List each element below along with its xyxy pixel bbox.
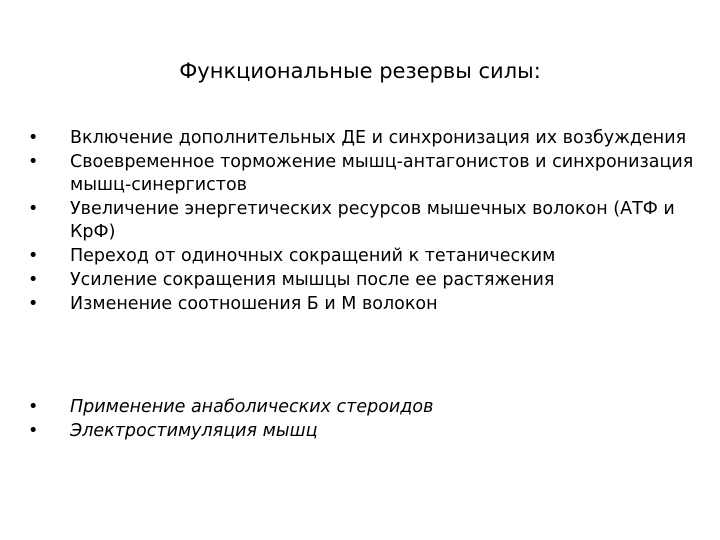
list-item-text: Переход от одиночных сокращений к тетаническим xyxy=(70,246,556,266)
list-item-text: Своевременное торможение мышц-антагонистов и синхронизация мышц-синергистов xyxy=(70,152,694,195)
list-item-text: Усиление сокращения мышцы после ее растяжения xyxy=(70,270,555,290)
list-item xyxy=(28,127,698,150)
bullet-icon: • xyxy=(28,128,39,148)
list-item-text: Включение дополнительных ДЕ и синхронизация их возбуждения xyxy=(70,128,687,148)
list-item xyxy=(28,420,698,443)
list-item-text: Применение анаболических стероидов xyxy=(70,397,434,417)
extra-bullet-list xyxy=(28,396,698,444)
bullet-icon: • xyxy=(28,421,39,441)
slide-title: Функциональные резервы силы: xyxy=(179,59,541,83)
list-item-text: Увеличение энергетических ресурсов мышечных волокон (АТФ и КрФ) xyxy=(70,199,675,242)
main-bullet-list xyxy=(28,127,698,317)
list-item xyxy=(28,198,698,244)
bullet-icon: • xyxy=(28,152,39,172)
list-item xyxy=(28,151,698,197)
list-item-text: Изменение соотношения Б и М волокон xyxy=(70,294,438,314)
bullet-icon: • xyxy=(28,270,39,290)
bullet-icon: • xyxy=(28,397,39,417)
list-item xyxy=(28,396,698,419)
bullet-icon: • xyxy=(28,199,39,219)
list-item xyxy=(28,293,698,316)
list-item xyxy=(28,269,698,292)
list-item xyxy=(28,245,698,268)
list-item-text: Электростимуляция мышц xyxy=(70,421,318,441)
bullet-icon: • xyxy=(28,246,39,266)
bullet-icon: • xyxy=(28,294,39,314)
